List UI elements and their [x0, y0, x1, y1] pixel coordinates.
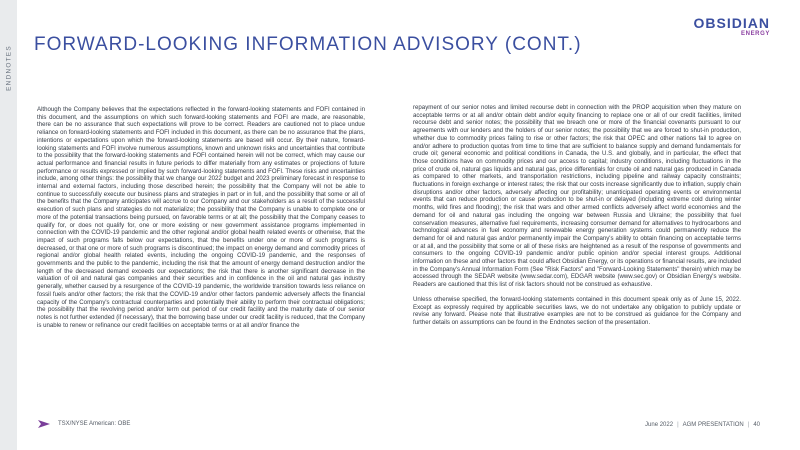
arrow-icon	[38, 420, 50, 428]
sidebar-label-text: ENDNOTES	[5, 45, 13, 91]
page-title: FORWARD-LOOKING INFORMATION ADVISORY (CONT.)	[34, 34, 582, 55]
logo-sub-text: ENERGY	[741, 31, 770, 37]
left-column	[37, 106, 365, 329]
footer-separator: |	[677, 422, 679, 428]
footer-date: June 2022	[645, 422, 674, 428]
logo-main-text: OBSIDIAN	[693, 15, 770, 31]
left-paragraph: Although the Company believes that the expectations reflected in the forward-looking statements and FOFI contained in this document, and the assumptions on which such forward-looking statements and FOFI are made, are reasonable, there can be no assurance that such expectations will prove to be correct. Readers are cautioned not to place undue reliance on forward-looking statements and FOFI included in this document, as there can be no assurance that the plans, intentions or expectations upon which the forward-looking statements are based will occur. By their nature, forward-looking statements and FOFI involve numerous assumptions, known and unknown risks and uncertainties that contribute to the possibility that the forward-looking statements and FOFI contained herein will not be correct, which may cause our actual performance and financial results in future periods to differ materially from any estimates or projections of future performance or results expressed or implied by such forward-looking statements and FOFI. These risks and uncertainties include, among other things: the possibility that we change our 2022 budget and 2023 preliminary forecast in response to internal and external factors, including those described herein; the possibility that the Company will not be able to continue to successfully execute our business plans and strategies in part or in full, and the possibility that some or all of the benefits that the Company anticipates will accrue to our Company and our stakeholders as a result of the successful execution of such plans and strategies do not materialize; the possibility that the Company is unable to complete one or more of the potential transactions being pursued, on favorable terms or at all; the possibility that the Company ceases to qualify for, or does not qualify for, one or more existing or new government assistance programs implemented in connection with the COVID-19 pandemic and the other regional and/or global health related events or otherwise, that the impact of such programs falls below our expectations, that the benefits under one or more of such programs is decreased, or that one or more of such programs is discontinued; the impact on energy demand and commodity prices of regional and/or global health related events, including the ongoing COVID-19 pandemic, and the responses of governments and the public to the pandemic, including the risk that the amount of energy demand destruction and/or the length of the decreased demand exceeds our expectations; the risk that there is another significant decrease in the valuation of oil and natural gas companies and their securities and in confidence in the oil and natural gas industry generally, whether caused by a resurgence of the COVID-19 pandemic, the worldwide transition towards less reliance on fossil fuels and/or other factors; the risk that the COVID-19 and/or other factors pandemic adversely affects the financial capacity of the Company's contractual counterparties and potentially their ability to perform their contractual obligations; the possibility that the revolving period and/or term out period of our credit facility and the maturity date of our senior notes is not further extended (if necessary), that the borrowing base under our credit facility is reduced, that the Company is unable to renew or refinance our credit facilities on acceptable terms or at all and/or finance the	[37, 106, 365, 329]
footer-presentation: AGM PRESENTATION	[682, 422, 744, 428]
sidebar	[0, 0, 17, 450]
right-paragraph-1: repayment of our senior notes and limited recourse debt in connection with the PROP acquisition when they mature on acceptable terms or at all and/or obtain debt and/or equity financing to replace one or all of our credit facilities, limited recourse debt and senior notes; the possibility that we breach one or more of the financial covenants pursuant to our agreements with our lenders and the holders of our senior notes; the possibility that we are forced to shut-in production, whether due to commodity prices failing to rise or other factors; the risk that OPEC and other nations fail to agree on and/or adhere to production quotas from time to time that are sufficient to balance supply and demand fundamentals for crude oil; general economic and political conditions in Canada, the U.S. and globally, and in particular, the effect that those conditions have on commodity prices and our access to capital; industry conditions, including fluctuations in the price of crude oil, natural gas liquids and natural gas, price differentials for crude oil and natural gas produced in Canada as compared to other markets, and transportation restrictions, including pipeline and railway capacity constraints; fluctuations in foreign exchange or interest rates; the risk that our costs increase significantly due to inflation, supply chain disruptions and/or other factors, adversely affecting our profitability; unanticipated operating events or environmental events that can reduce production or cause production to be shut-in or delayed (including extreme cold during winter months, wild fires and flooding); the risk that wars and other armed conflicts adversely affect world economies and the demand for oil and natural gas including the ongoing war between Russia and Ukraine; the possibility that fuel conservation measures, alternative fuel requirements, increasing consumer demand for alternatives to hydrocarbons and technological advances in fuel economy and renewable energy generation systems could permanently reduce the demand for oil and natural gas and/or permanently impair the Company's ability to obtain financing on acceptable terms or at all, and the possibility that some or all of these risks are heightened as a result of the response of governments and consumers to the ongoing COVID-19 pandemic and/or public opinion and/or special interest groups. Additional information on these and other factors that could affect Obsidian Energy, or its operations or financial results, are included in the Company's Annual Information Form (See "Risk Factors" and "Forward-Looking Statements" therein) which may be accessed through the SEDAR website (www.sedar.com), EDGAR website (www.sec.gov) or Obsidian Energy's website. Readers are cautioned that this list of risk factors should not be construed as exhaustive.	[413, 104, 741, 289]
footer-separator-2: |	[747, 422, 750, 428]
right-paragraph-2: Unless otherwise specified, the forward-looking statements contained in this document speak only as of June 15, 2022. Except as expressly required by applicable securities laws, we do not undertake any obligation to publicly update or revise any forward. Please note that illustrative examples are not to be construed as guidance for the Company and further details on assumptions can be found in the Endnotes section of the presentation.	[413, 295, 741, 326]
ticker-text: TSX/NYSE American: OBE	[58, 421, 131, 427]
page-number: 40	[753, 422, 760, 428]
footer-info	[645, 422, 760, 428]
sidebar-label	[2, 38, 16, 98]
right-column	[413, 104, 741, 327]
footer-ticker	[38, 420, 130, 428]
company-logo	[694, 16, 770, 38]
